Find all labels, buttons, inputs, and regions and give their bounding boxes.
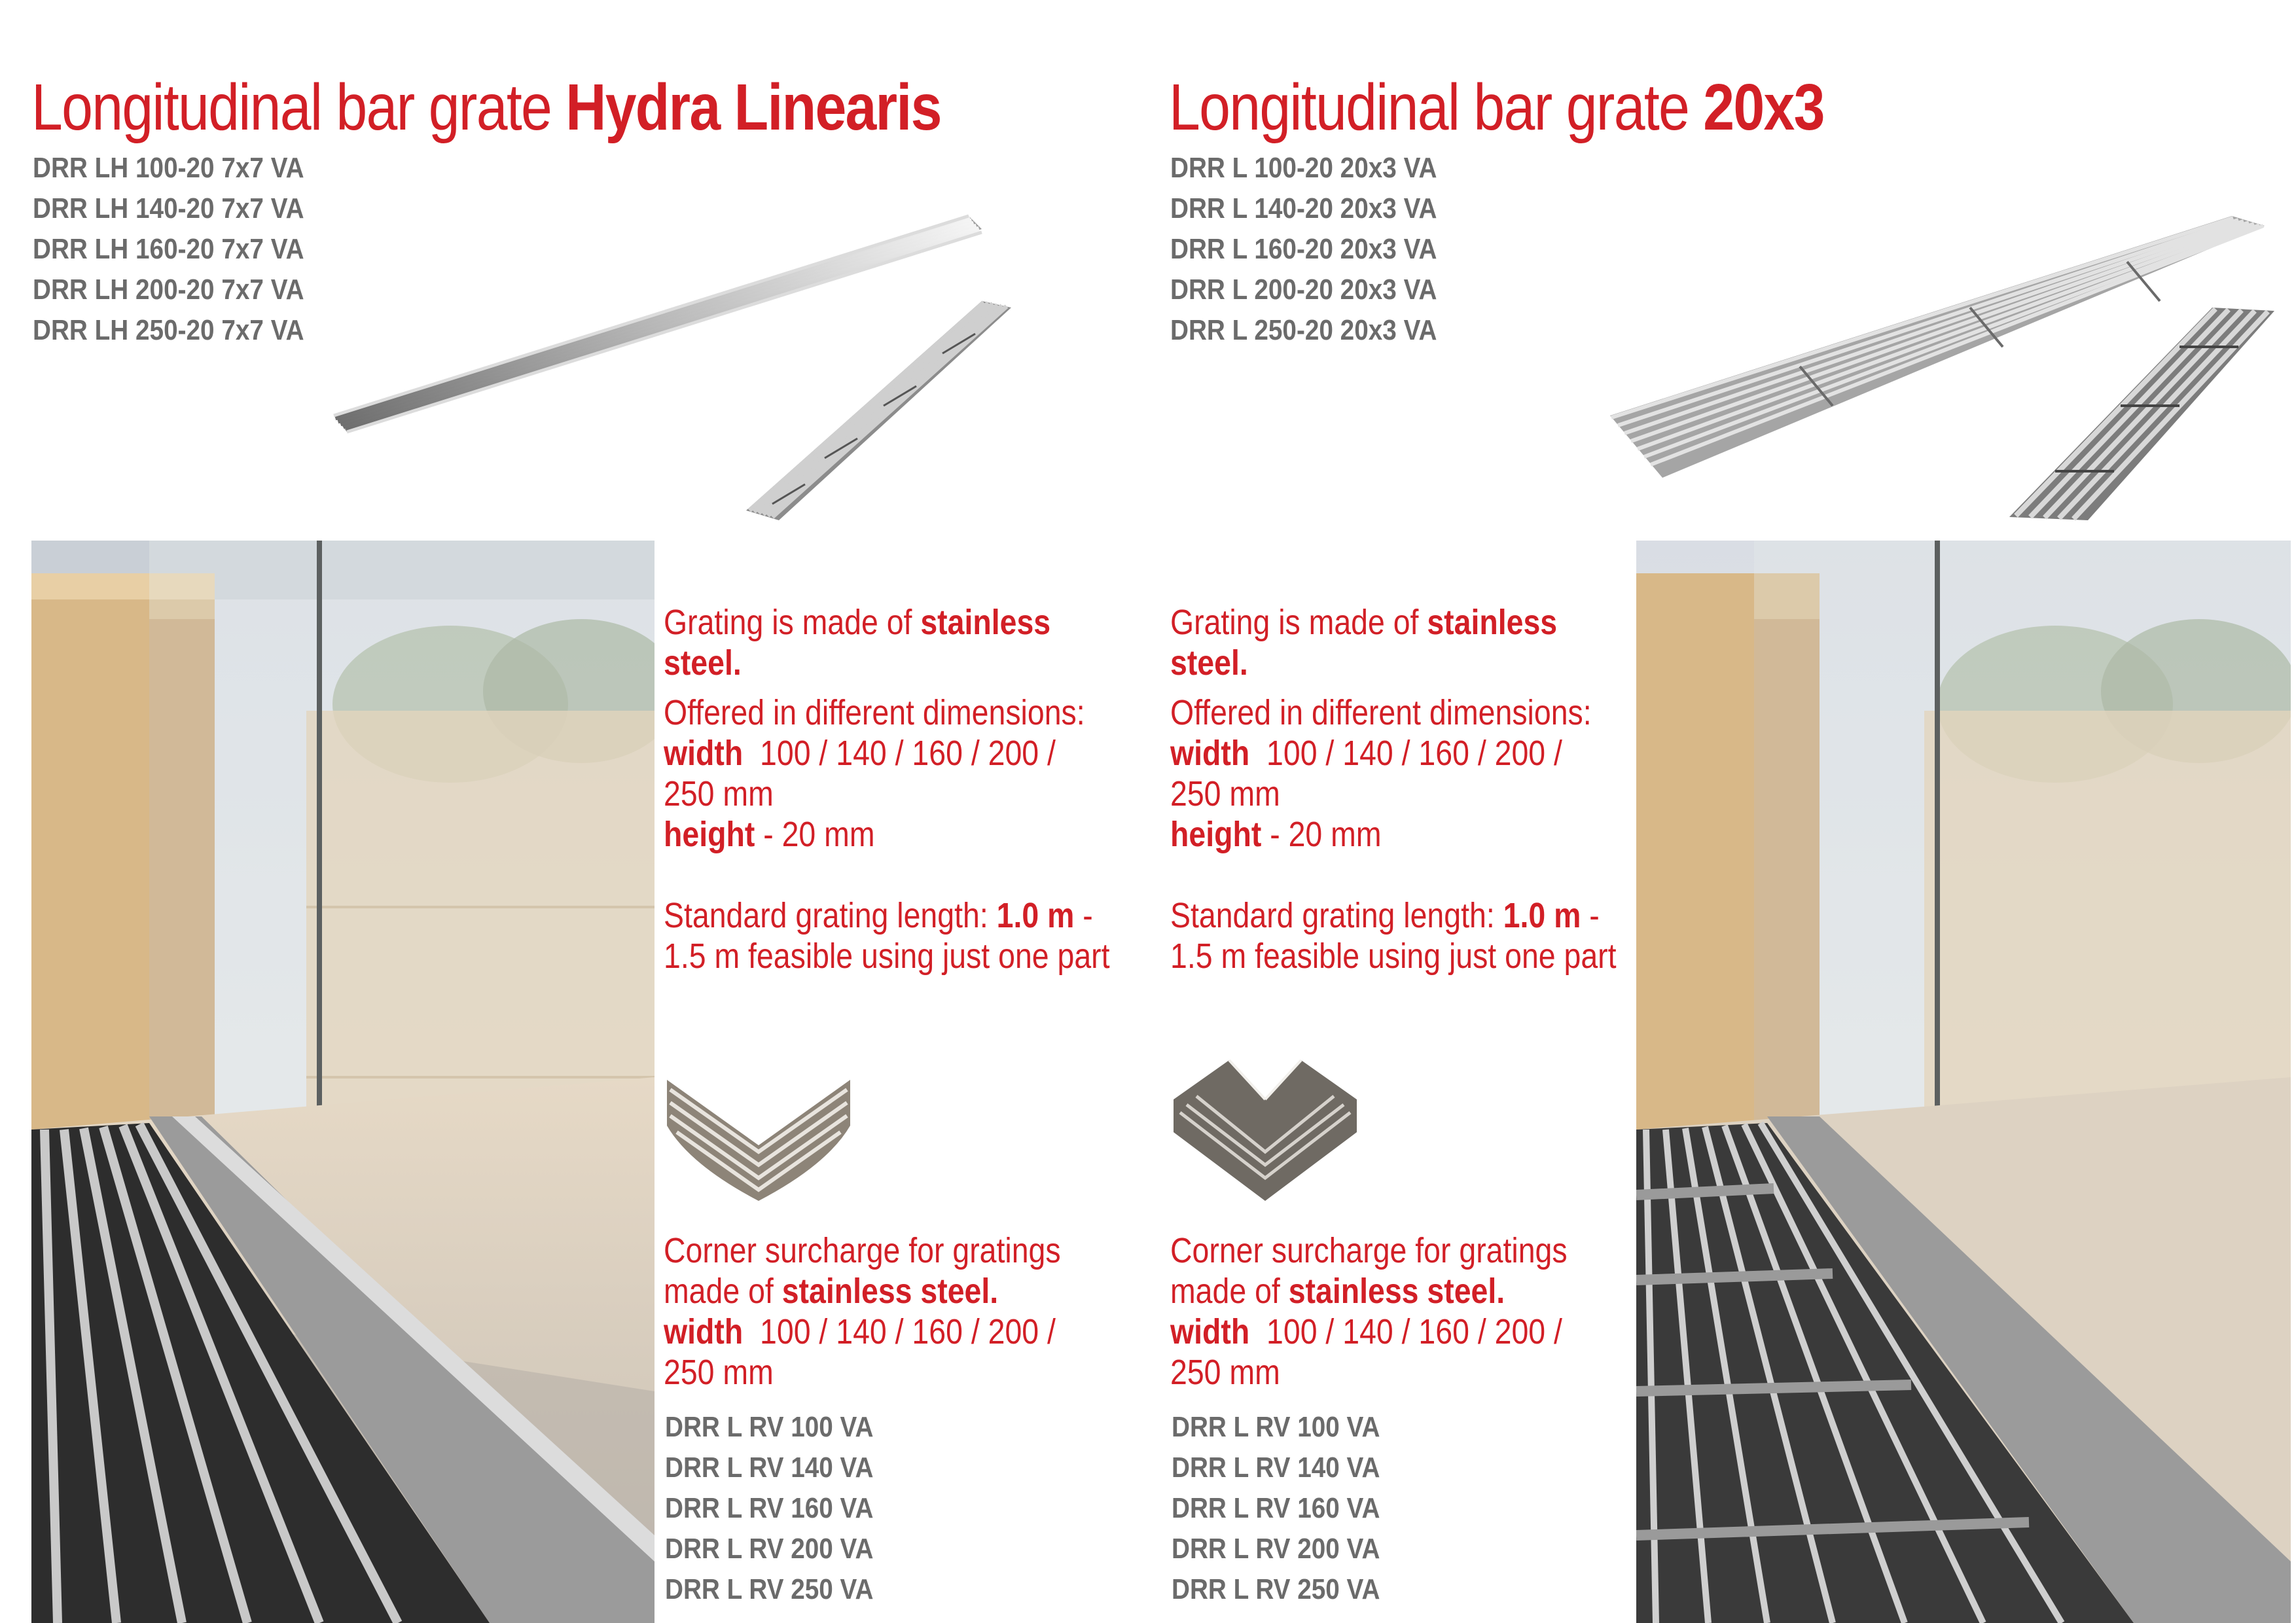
corner-width-label: width	[1170, 1312, 1250, 1351]
corner-bold: stainless steel.	[1288, 1272, 1505, 1311]
right-code: DRR L 100-20 20x3 VA	[1170, 152, 1437, 184]
corner-text: Corner surcharge for gratings made of	[664, 1231, 1061, 1311]
installation-photo	[31, 541, 655, 1623]
right-title	[1169, 68, 1824, 147]
right-corner-code: DRR L RV 250 VA	[1172, 1573, 1380, 1605]
right-corner-code: DRR L RV 160 VA	[1172, 1492, 1380, 1524]
made-of-bold: stainless steel.	[664, 603, 1051, 683]
std-length-post: - 1.5 m feasible using just one part	[664, 896, 1110, 976]
left-info	[664, 602, 1114, 976]
width-label: width	[1170, 734, 1250, 773]
left-corner-code: DRR L RV 200 VA	[665, 1533, 874, 1565]
right-corner-info	[1170, 1230, 1621, 1393]
corner-width-label: width	[664, 1312, 744, 1351]
left-title-bold: Hydra Linearis	[565, 71, 941, 144]
offered-text: Offered in different dimensions:	[1170, 693, 1592, 732]
left-corner-code: DRR L RV 160 VA	[665, 1492, 874, 1524]
left-corner-code: DRR L RV 250 VA	[665, 1573, 874, 1605]
left-corner-code: DRR L RV 140 VA	[665, 1452, 874, 1484]
corner-text: Corner surcharge for gratings made of	[1170, 1231, 1568, 1311]
grate-product-icon	[1604, 196, 2284, 524]
height-value: - 20 mm	[1270, 815, 1382, 854]
width-label: width	[664, 734, 744, 773]
offered-text: Offered in different dimensions:	[664, 693, 1085, 732]
width-values: 100 / 140 / 160 / 200 / 250 mm	[664, 734, 1056, 813]
made-of-text: Grating is made of	[1170, 603, 1419, 642]
left-code: DRR LH 100-20 7x7 VA	[33, 152, 304, 184]
right-title-light: Longitudinal bar grate	[1169, 71, 1689, 144]
left-code: DRR LH 200-20 7x7 VA	[33, 274, 304, 306]
right-code-list	[1170, 148, 1437, 351]
left-title	[31, 68, 941, 147]
corner-grate-icon	[664, 1054, 853, 1204]
left-corner-code-list	[665, 1407, 873, 1610]
right-corner-code: DRR L RV 200 VA	[1172, 1533, 1380, 1565]
made-of-bold: stainless steel.	[1170, 603, 1558, 683]
right-code: DRR L 140-20 20x3 VA	[1170, 192, 1437, 224]
right-code: DRR L 200-20 20x3 VA	[1170, 274, 1437, 306]
made-of-text: Grating is made of	[664, 603, 912, 642]
height-label: height	[1170, 815, 1262, 854]
right-code: DRR L 250-20 20x3 VA	[1170, 314, 1437, 346]
left-corner-info	[664, 1230, 1114, 1393]
std-length-post: - 1.5 m feasible using just one part	[1170, 896, 1617, 976]
right-corner-code-list	[1172, 1407, 1380, 1610]
right-code: DRR L 160-20 20x3 VA	[1170, 233, 1437, 265]
left-code: DRR LH 140-20 7x7 VA	[33, 192, 304, 224]
right-corner-code: DRR L RV 140 VA	[1172, 1452, 1380, 1484]
left-code: DRR LH 250-20 7x7 VA	[33, 314, 304, 346]
corner-grate-icon	[1170, 1054, 1360, 1204]
grate-product-icon	[327, 196, 1060, 524]
left-title-light: Longitudinal bar grate	[31, 71, 552, 144]
height-label: height	[664, 815, 755, 854]
right-info	[1170, 602, 1621, 976]
corner-width-values: 100 / 140 / 160 / 200 / 250 mm	[1170, 1312, 1562, 1392]
right-corner-code: DRR L RV 100 VA	[1172, 1411, 1380, 1443]
corner-width-values: 100 / 140 / 160 / 200 / 250 mm	[664, 1312, 1056, 1392]
std-length-text: Standard grating length:	[664, 896, 988, 935]
height-value: - 20 mm	[763, 815, 875, 854]
std-length-bold: 1.0 m	[1503, 896, 1581, 935]
std-length-text: Standard grating length:	[1170, 896, 1495, 935]
left-code-list	[33, 148, 304, 351]
left-code: DRR LH 160-20 7x7 VA	[33, 233, 304, 265]
std-length-bold: 1.0 m	[996, 896, 1075, 935]
left-corner-code: DRR L RV 100 VA	[665, 1411, 874, 1443]
installation-photo	[1636, 541, 2291, 1623]
width-values: 100 / 140 / 160 / 200 / 250 mm	[1170, 734, 1562, 813]
right-title-bold: 20x3	[1703, 71, 1824, 144]
corner-bold: stainless steel.	[781, 1272, 999, 1311]
